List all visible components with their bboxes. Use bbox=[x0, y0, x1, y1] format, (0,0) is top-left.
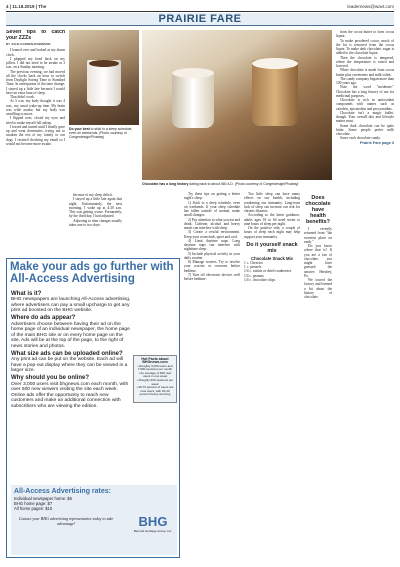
paragraph: I tossed and turned until I finally gave up and went downstairs, trying not to awaken the rest of my family or our dogs. I resisted checking my email so I would not become more awake. bbox=[6, 124, 65, 146]
paper-url[interactable]: leadernews@wavt.com bbox=[347, 4, 394, 9]
paragraph: We toured the factory and learned a bit about the history of chocolate. bbox=[304, 278, 332, 299]
paragraph: That didn't work. bbox=[10, 95, 35, 100]
paragraph: 6) Manage worries. Try to resolve your worries or concerns before bedtime. bbox=[184, 260, 240, 273]
paragraph: Some dark chocolate can be quite bitter. Some people prefer milk chocolate. bbox=[336, 123, 394, 136]
rate-line: Individual newspaper home: $5 bbox=[14, 496, 72, 501]
advert-contact: Contact your BHG advertising representative today to take advantage! bbox=[18, 516, 114, 526]
recipe-ingredient: 1/4 c. peanuts bbox=[244, 273, 264, 278]
advert-body bbox=[11, 289, 131, 409]
recipe-ingredient: 1/4 c. chocolate chips bbox=[244, 277, 276, 282]
paragraph: 4) Limit daytime naps. Long daytime naps can interfere with nighttime sleep. bbox=[184, 238, 240, 252]
mug-shape bbox=[252, 60, 298, 126]
bhg-logo bbox=[133, 515, 173, 543]
recipe-ingredient: 1 c. pretzels bbox=[244, 265, 262, 269]
paragraph: I leaned over and looked at my alarm clock. bbox=[6, 48, 65, 57]
article-column-3 bbox=[184, 192, 240, 552]
caption-lead: Chocolate has a long history bbox=[142, 182, 189, 186]
advert-question: Why should you be online? bbox=[11, 375, 89, 381]
paragraph: I recently returned from "the sweetest place on earth." bbox=[304, 227, 332, 244]
rate-line: All home pages: $10 bbox=[14, 506, 53, 512]
paragraph: I stayed up a little late again that night. Unfortunately, the next morning, I woke up at 4:30 a.m. This was getting worse. Fortunately, by the third day, I had adjusted. bbox=[69, 197, 122, 219]
paragraph: I plopped my head back on my pillow. I did not need to be awake at 3 a.m. on a Sunday morning. bbox=[6, 56, 65, 70]
sleep-photo bbox=[69, 30, 139, 125]
article-byline: BY JULIE GARDEN-ROBINSON bbox=[6, 42, 51, 47]
article-column-6 bbox=[336, 30, 394, 555]
foam-top bbox=[252, 58, 298, 69]
article-column-4 bbox=[244, 192, 300, 552]
paragraph: At 3 a.m. my body thought it was 4 a.m., my usual wake-up time. My brain was wide awake, but my body was unwilling to move. bbox=[6, 99, 65, 117]
paragraph: Adjusting to time changes usually takes one to two days. bbox=[69, 218, 122, 227]
page-date: 4 | 11.18.2019 | The bbox=[6, 4, 47, 9]
advert-answer: Over 3,000 users visit bhgnews.com each month, with over 600 new viewers visiting the site each week. Online ads offer the opportunity to reach new customers and make an additional connection with subscribers who are viewing the edition. bbox=[11, 381, 129, 409]
paragraph: The previous evening, we had moved all the clocks back an hour to switch from Daylight Saving Time to Standard Time. In anticipation of the time change, I stayed up a little late because I would have an extra hour of sleep. bbox=[6, 69, 65, 95]
cocoa-surface bbox=[89, 60, 119, 67]
caption-lead: Do your best bbox=[69, 127, 90, 131]
paragraph: Try these tips on getting a better night's sleep: bbox=[184, 192, 240, 201]
recipe-ingredient: 1/4 c. raisins or dried cranberries bbox=[244, 269, 292, 274]
logo-mark: BHG bbox=[138, 514, 168, 529]
paragraph: I flipped over, closed my eyes and tried to make myself fall asleep. bbox=[6, 116, 65, 125]
paragraph: Too little sleep can have many effects on our health, including weakening our immunity. Long-term lack of sleep can increase our risk for chronic diseases. bbox=[244, 192, 300, 213]
article-column-5 bbox=[304, 192, 332, 552]
section-banner bbox=[6, 13, 394, 26]
rate-line: BHG home page: $7 bbox=[14, 501, 53, 507]
foam-top bbox=[172, 68, 214, 78]
hot-fact: • 60-70 percent of users are new users, with 30-40 percent being returning bbox=[136, 385, 174, 397]
jump-reference[interactable]: Prairie Fare page 3 bbox=[360, 140, 394, 145]
logo-subtitle: Bennett Heritage Group, Inc. bbox=[133, 529, 173, 533]
hot-facts-box bbox=[133, 355, 177, 403]
paragraph: 1) Stick to a sleep schedule, even on weekends. If your sleep schedule has fallen outside of normal, make small changes. bbox=[184, 200, 240, 218]
advert-question: What is it? bbox=[11, 290, 42, 297]
sleep-photo-caption bbox=[69, 127, 139, 139]
mug-shape bbox=[172, 70, 214, 128]
hot-fact: • Roughly 3,000 users and 7,000 sessions per month bbox=[137, 363, 173, 372]
chocolate-photo-caption bbox=[142, 182, 332, 186]
article-headline: Seven tips to catch your ZZZs bbox=[6, 30, 65, 41]
advert-answer: BHG newspapers are launching All-Access advertising, where advertisers can pay a small upcharge to get any print ad boosted on the BHG website. bbox=[11, 297, 131, 313]
paragraph: 3) Create a restful environment. Keep your room dark, quiet and cool. bbox=[184, 230, 240, 239]
page-header-line bbox=[6, 4, 394, 12]
all-access-advert[interactable] bbox=[6, 258, 180, 558]
chocolate-photo bbox=[142, 30, 332, 180]
advert-headline: Make your ads go further with All-Access Advertising bbox=[10, 261, 174, 285]
paragraph: Note the word "moderate." Chocolate has a long history of use for medicinal purposes. bbox=[336, 85, 394, 98]
paragraph: Then the chocolate is tempered, where the temperature is raised and lowered. bbox=[336, 55, 394, 68]
hot-facts-title: Hot Facts about BHGnews.com bbox=[141, 356, 169, 365]
paragraph: The candy company began more than 100 years ago. bbox=[336, 76, 394, 85]
subheading: Does chocolate have health benefits? bbox=[305, 195, 331, 225]
advert-answer: Any print ad can be put on the website. Each ad will have a pop-out display where they can be viewed in a larger size. bbox=[11, 357, 128, 373]
article-column-1 bbox=[6, 30, 65, 255]
caption-text: dating back to about 460 A.D. (Photo courtesy of Congerdesign/Pixabay) bbox=[188, 182, 299, 186]
subheading: Do it yourself snack mix bbox=[246, 241, 298, 254]
paragraph: 7) Turn off electronic devices well before bedtime. bbox=[184, 272, 240, 281]
rates-title: All-Access Advertising rates: bbox=[14, 488, 111, 495]
hot-fact: • An average of 600 new users in one week bbox=[138, 370, 172, 379]
hot-fact: • Roughly 600 sessions per week bbox=[136, 378, 174, 386]
advert-question: Where do ads appear? bbox=[11, 315, 76, 321]
advert-question: What size ads can be uploaded online? bbox=[11, 350, 123, 357]
paragraph: On the positive side, a couple of hours of sleep each night may help support your immunity. bbox=[244, 226, 300, 239]
paragraph: Savor each chocolate candy. bbox=[340, 136, 381, 141]
caption-text: to stick to a sleep schedule, even on weekends. (Photo courtesy of Congerdesign/Pixabay) bbox=[69, 127, 133, 139]
paragraph: 2) Pay attention to what you eat and drink. Caffeine, alcohol and heavy meals can interfere with sleep. bbox=[184, 217, 240, 230]
paragraph: because of my sleep deficit. bbox=[73, 193, 114, 197]
recipe-title: Chocolate Snack Mix bbox=[251, 255, 293, 261]
paragraph: Do you know where that is? If you are a fan of chocolate, you might have guessed the answer: Hershey, Pa. bbox=[304, 244, 332, 278]
paragraph: White chocolate is made from cocoa butter plus sweeteners and milk solids. bbox=[336, 68, 394, 77]
advert-answer: Advertisers choose between having their ad on the home page of an individual newspaper, the home page of the main BHG site or on every home page on the site. Ads will be at the top of the page, to the right of news stories and photos. bbox=[11, 321, 130, 349]
section-title: PRAIRIE FARE bbox=[158, 13, 242, 25]
paragraph: According to the latest guidance, adults ages 18 to 64 need seven to nine hours of sleep per night. bbox=[244, 213, 300, 226]
paragraph: Chocolate is rich in antioxidant compounds with names such as catechin, epicatechin and procyanidins. bbox=[336, 98, 394, 111]
paragraph: Chocolate isn't a magic bullet, though. Your overall diet and lifestyle matter most. bbox=[336, 110, 394, 124]
paragraph: from the cocoa butter to form cocoa liquor. bbox=[336, 30, 394, 39]
paragraph: 5) Include physical activity in your daily routine. bbox=[184, 251, 240, 260]
recipe-ingredient: 1 c. Cheerios bbox=[244, 260, 263, 265]
paragraph: To make powdered cocoa, much of the fat is removed from the cocoa liquor. To make dark chocolate, sugar is added to the chocolate liquor. bbox=[336, 38, 394, 56]
